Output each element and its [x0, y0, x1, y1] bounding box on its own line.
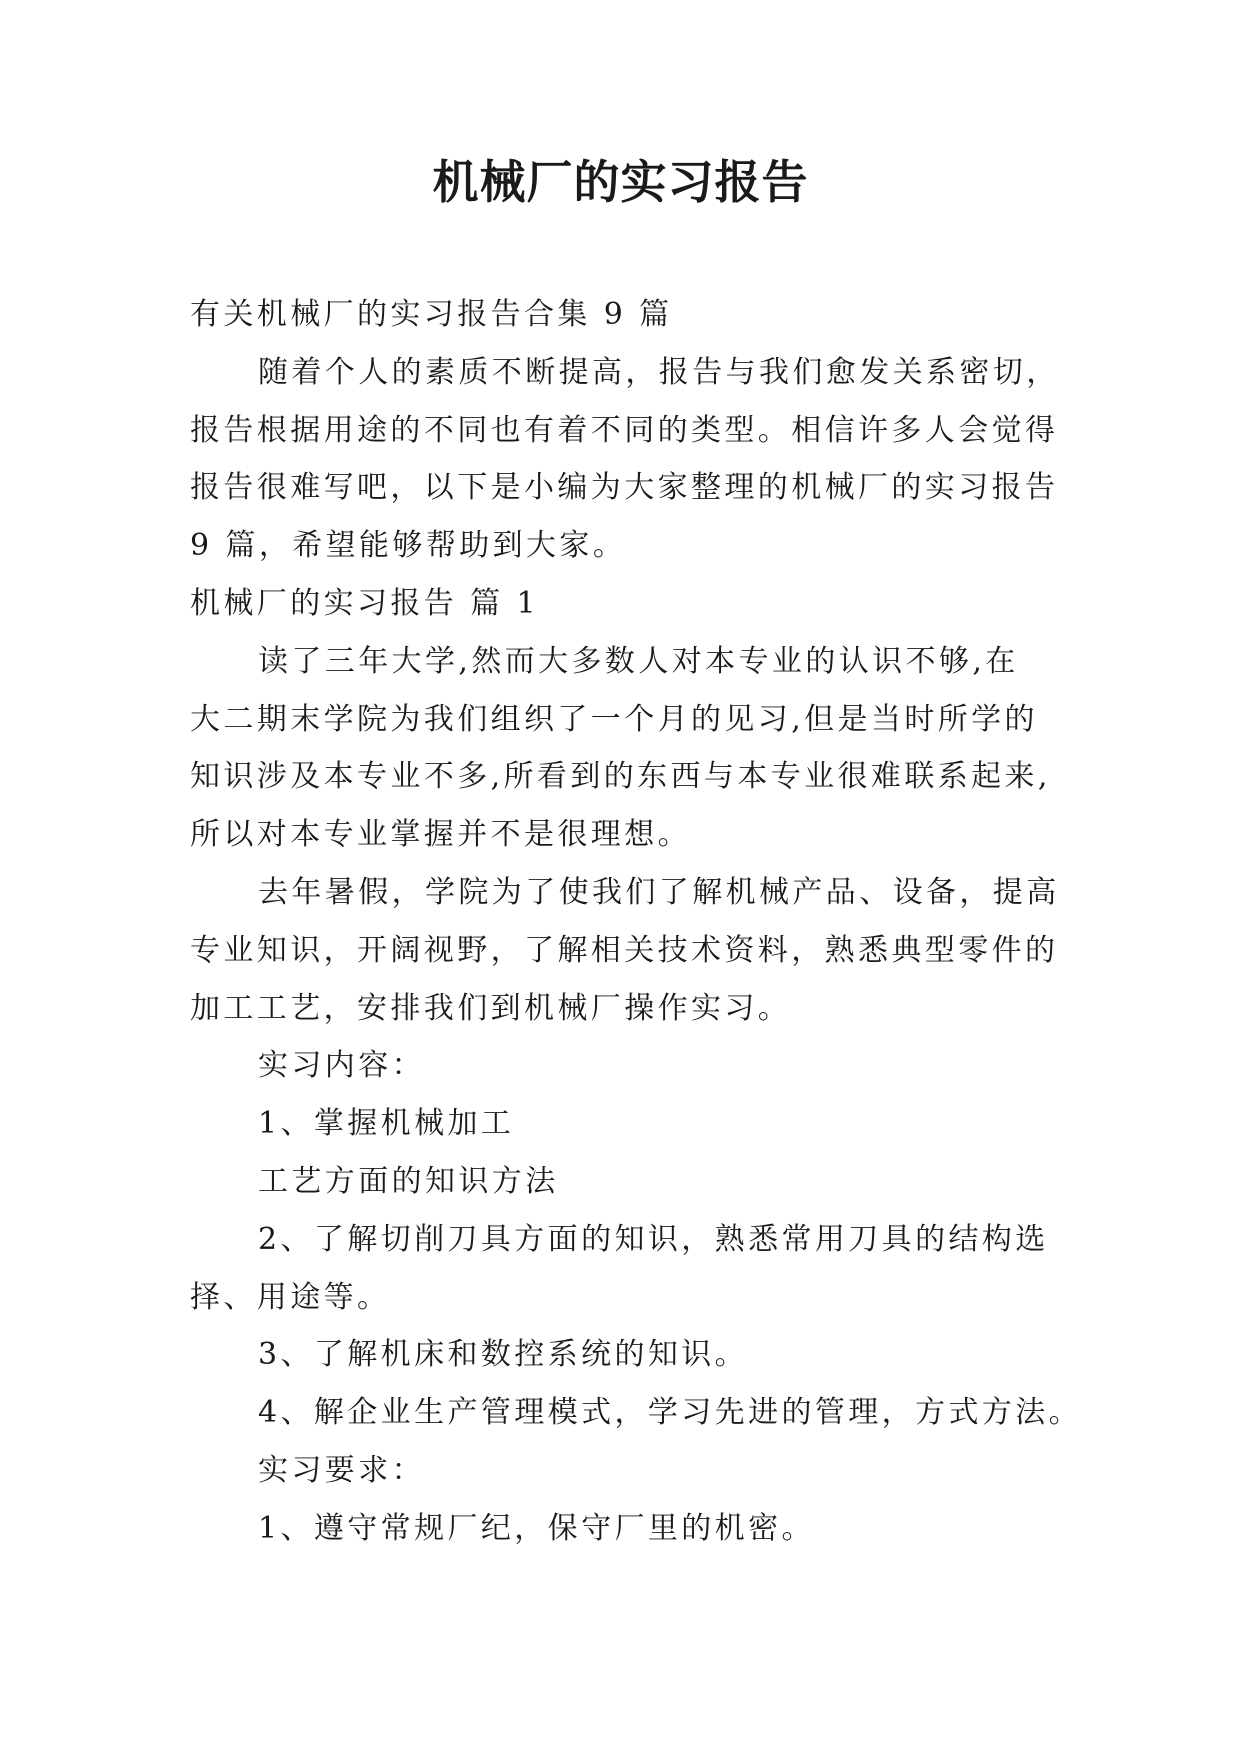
list-item: 工艺方面的知识方法 [258, 1163, 559, 1199]
paragraph-line: 报告根据用途的不同也有着不同的类型。相信许多人会觉得 [190, 412, 1059, 448]
list-item: 2、了解切削刀具方面的知识，熟悉常用刀具的结构选 [258, 1221, 1049, 1257]
list-item: 4、解企业生产管理模式，学习先进的管理，方式方法。 [258, 1395, 1083, 1431]
document-body [190, 286, 1083, 1558]
subheading-line: 实习内容： [258, 1048, 425, 1084]
subheading-line: 实习要求： [258, 1452, 425, 1488]
paragraph-line: 专业知识，开阔视野，了解相关技术资料，熟悉典型零件的 [190, 932, 1059, 968]
paragraph-line: 所以对本专业掌握并不是很理想。 [190, 817, 691, 853]
paragraph-line: 知识涉及本专业不多,所看到的东西与本专业很难联系起来, [190, 759, 1051, 795]
list-item: 择、用途等。 [190, 1279, 391, 1315]
paragraph-line: 去年暑假，学院为了使我们了解机械产品、设备，提高 [258, 874, 1060, 910]
section-heading: 机械厂的实习报告 篇 1 [190, 585, 539, 621]
paragraph-line: 随着个人的素质不断提高，报告与我们愈发关系密切， [258, 354, 1060, 390]
list-item: 1、掌握机械加工 [258, 1106, 515, 1142]
paragraph-line: 大二期末学院为我们组织了一个月的见习,但是当时所学的 [190, 701, 1038, 737]
list-item: 1、遵守常规厂纪，保守厂里的机密。 [258, 1510, 815, 1546]
intro-line: 有关机械厂的实习报告合集 9 篇 [190, 297, 673, 332]
document-title: 机械厂的实习报告 [432, 155, 809, 209]
paragraph-line: 读了三年大学,然而大多数人对本专业的认识不够,在 [258, 643, 1019, 679]
paragraph-line: 加工工艺，安排我们到机械厂操作实习。 [190, 990, 792, 1026]
paragraph-line: 报告很难写吧，以下是小编为大家整理的机械厂的实习报告 [190, 470, 1059, 506]
list-item: 3、了解机床和数控系统的知识。 [258, 1337, 749, 1373]
paragraph-line: 9 篇，希望能够帮助到大家。 [190, 528, 627, 564]
